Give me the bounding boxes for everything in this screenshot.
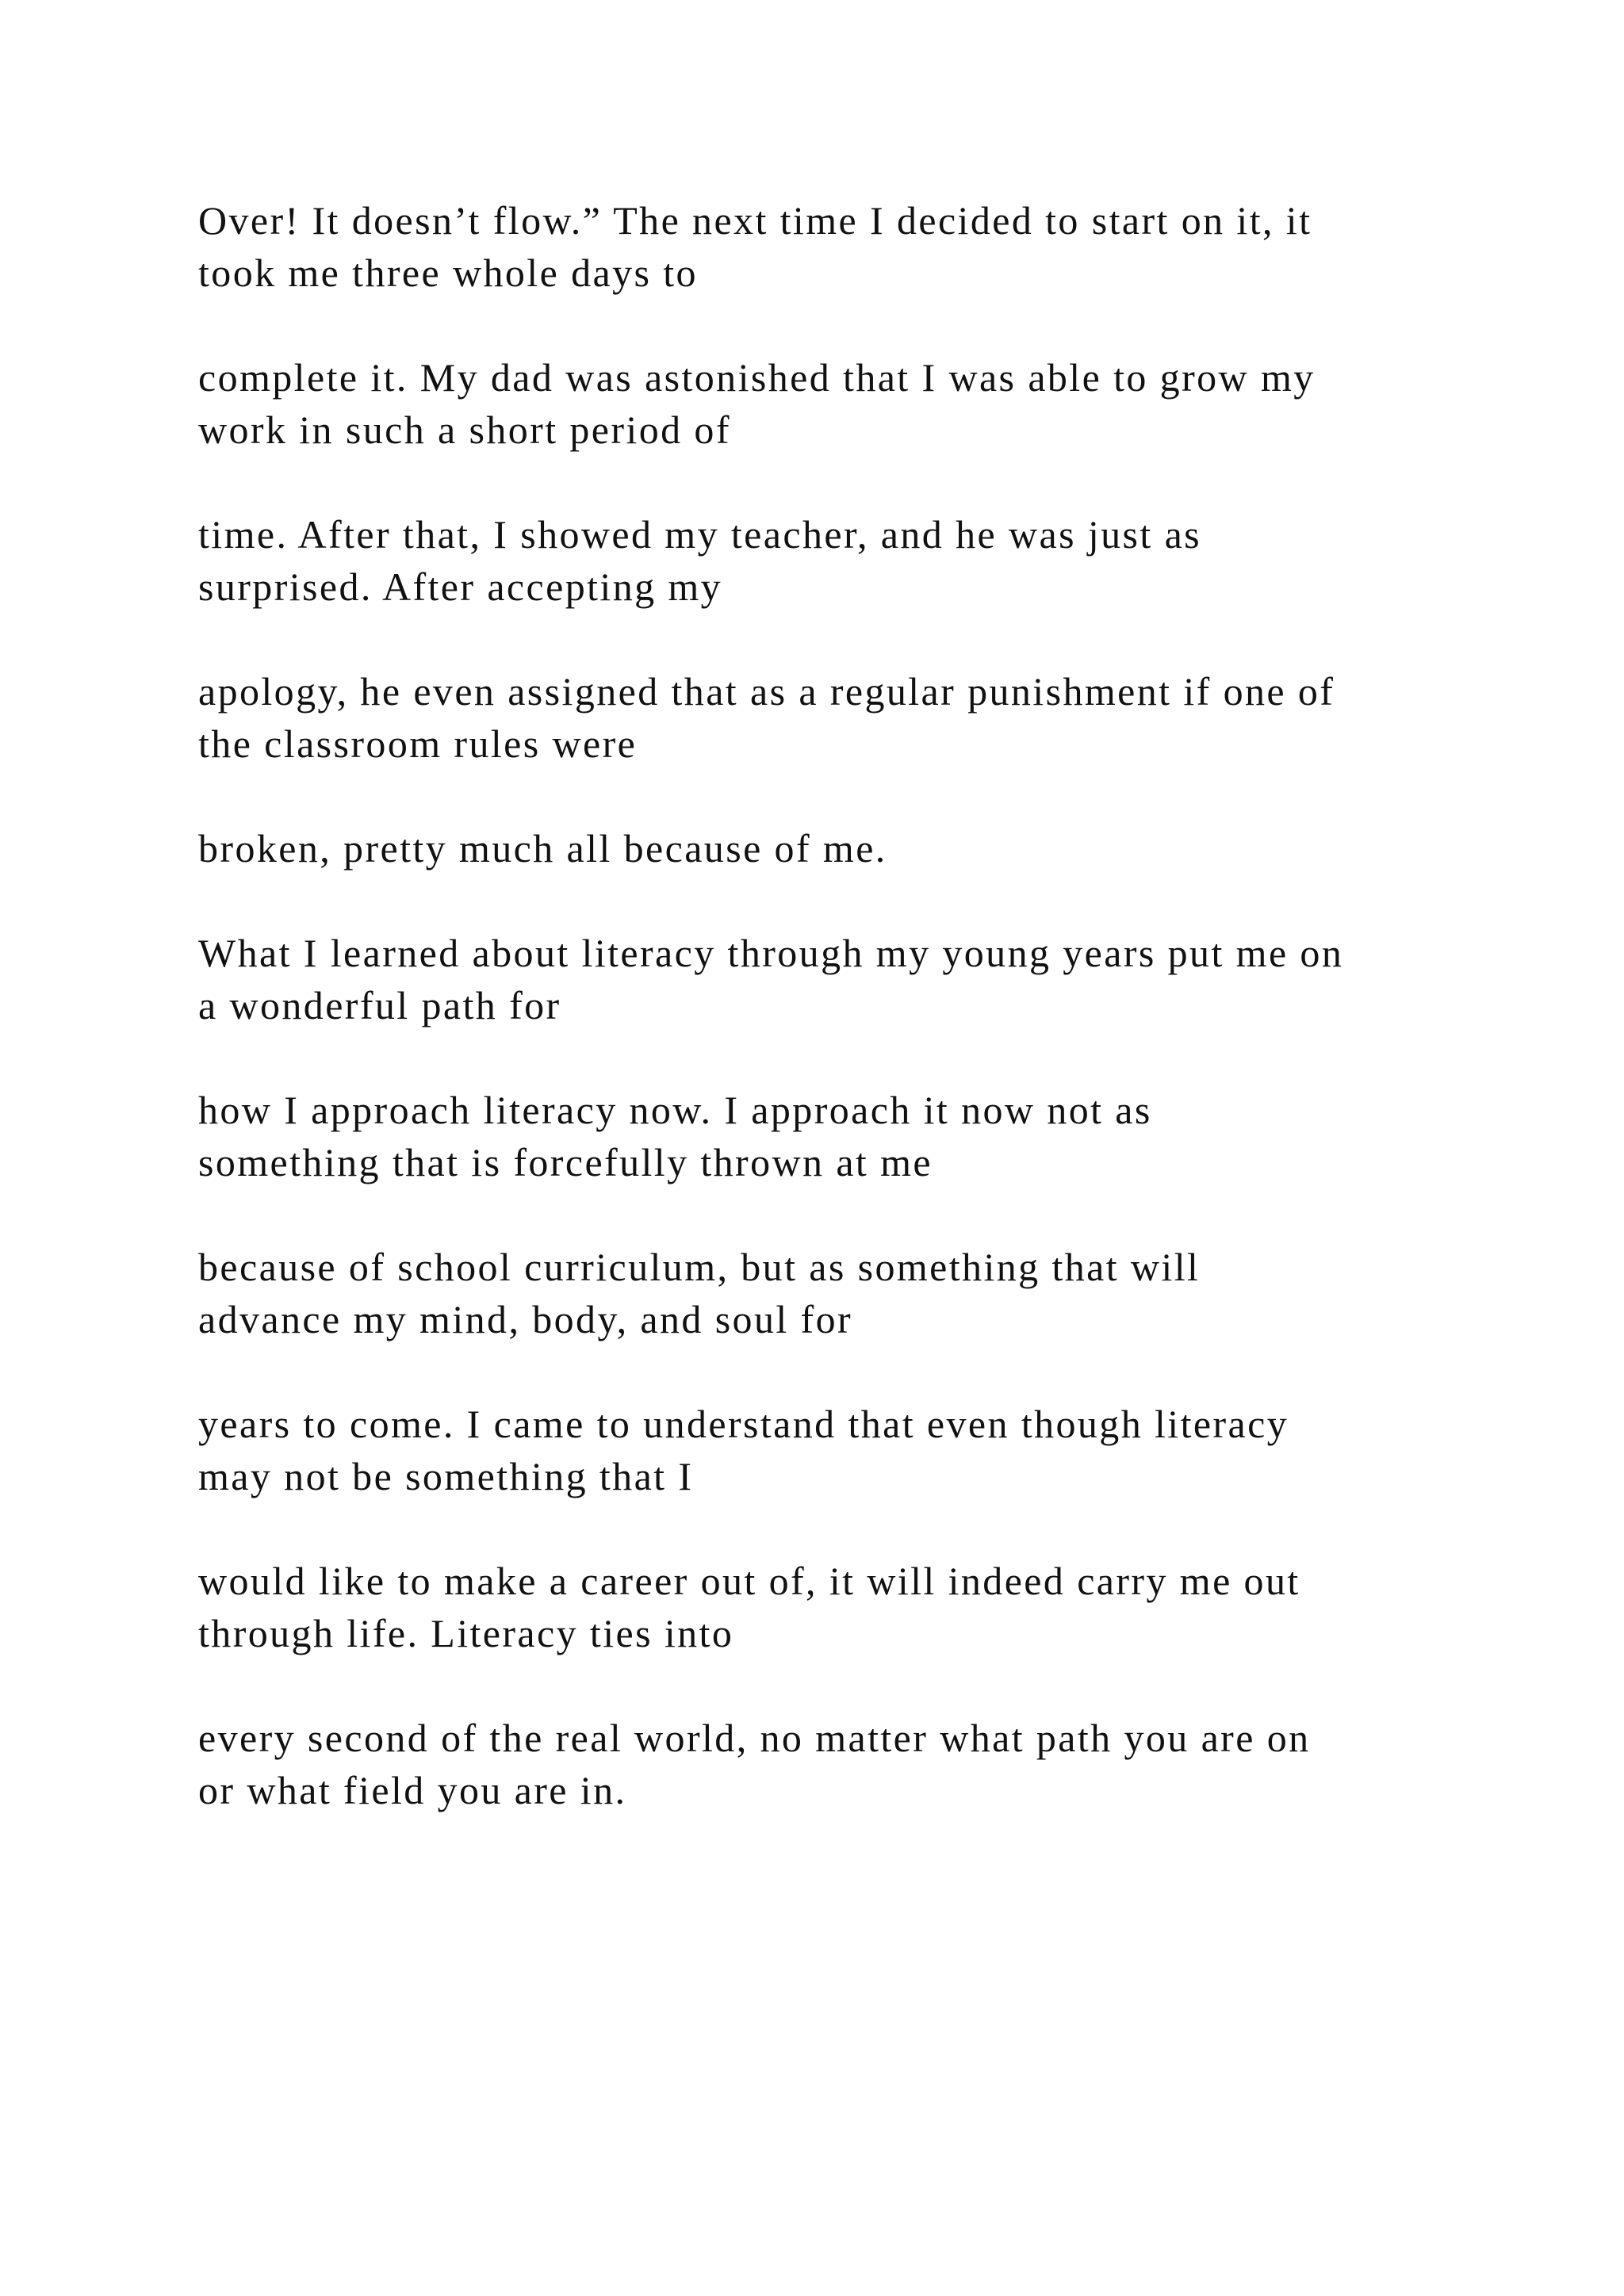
text-line: apology, he even assigned that as a regular punishment if one of [198,669,1335,714]
text-line: because of school curriculum, but as something that will [198,1245,1201,1289]
paragraph [198,665,1507,770]
paragraph [198,1398,1507,1502]
paragraph [198,1241,1507,1345]
paragraph [198,1555,1507,1659]
body-text [198,194,1507,1869]
text-line: the classroom rules were [198,721,638,766]
paragraph [198,194,1507,299]
paragraph [198,351,1507,456]
text-line: took me three whole days to [198,251,698,295]
text-line: or what field you are in. [198,1768,627,1812]
text-line: something that is forcefully thrown at me [198,1140,933,1184]
text-line: Over! It doesn’t flow.” The next time I decided to start on it, it [198,198,1312,243]
paragraph [198,1712,1507,1816]
text-line: time. After that, I showed my teacher, and he was just as [198,512,1202,557]
text-line: through life. Literacy ties into [198,1611,734,1655]
text-line: may not be something that I [198,1454,694,1498]
text-line: would like to make a career out of, it will indeed carry me out [198,1559,1300,1603]
text-line: a wonderful path for [198,983,561,1027]
text-line: work in such a short period of [198,408,731,452]
text-line: surprised. After accepting my [198,564,723,609]
paragraph [198,1084,1507,1188]
text-line: broken, pretty much all because of me. [198,826,887,871]
paragraph [198,927,1507,1031]
text-line: advance my mind, body, and soul for [198,1297,853,1341]
paragraph [198,822,1507,874]
text-line: every second of the real world, no matter what path you are on [198,1716,1311,1760]
text-line: years to come. I came to understand that even though literacy [198,1402,1289,1446]
text-line: complete it. My dad was astonished that I was able to grow my [198,355,1316,400]
text-line: What I learned about literacy through my young years put me on [198,931,1344,975]
text-line: how I approach literacy now. I approach it now not as [198,1088,1152,1132]
paragraph [198,508,1507,613]
